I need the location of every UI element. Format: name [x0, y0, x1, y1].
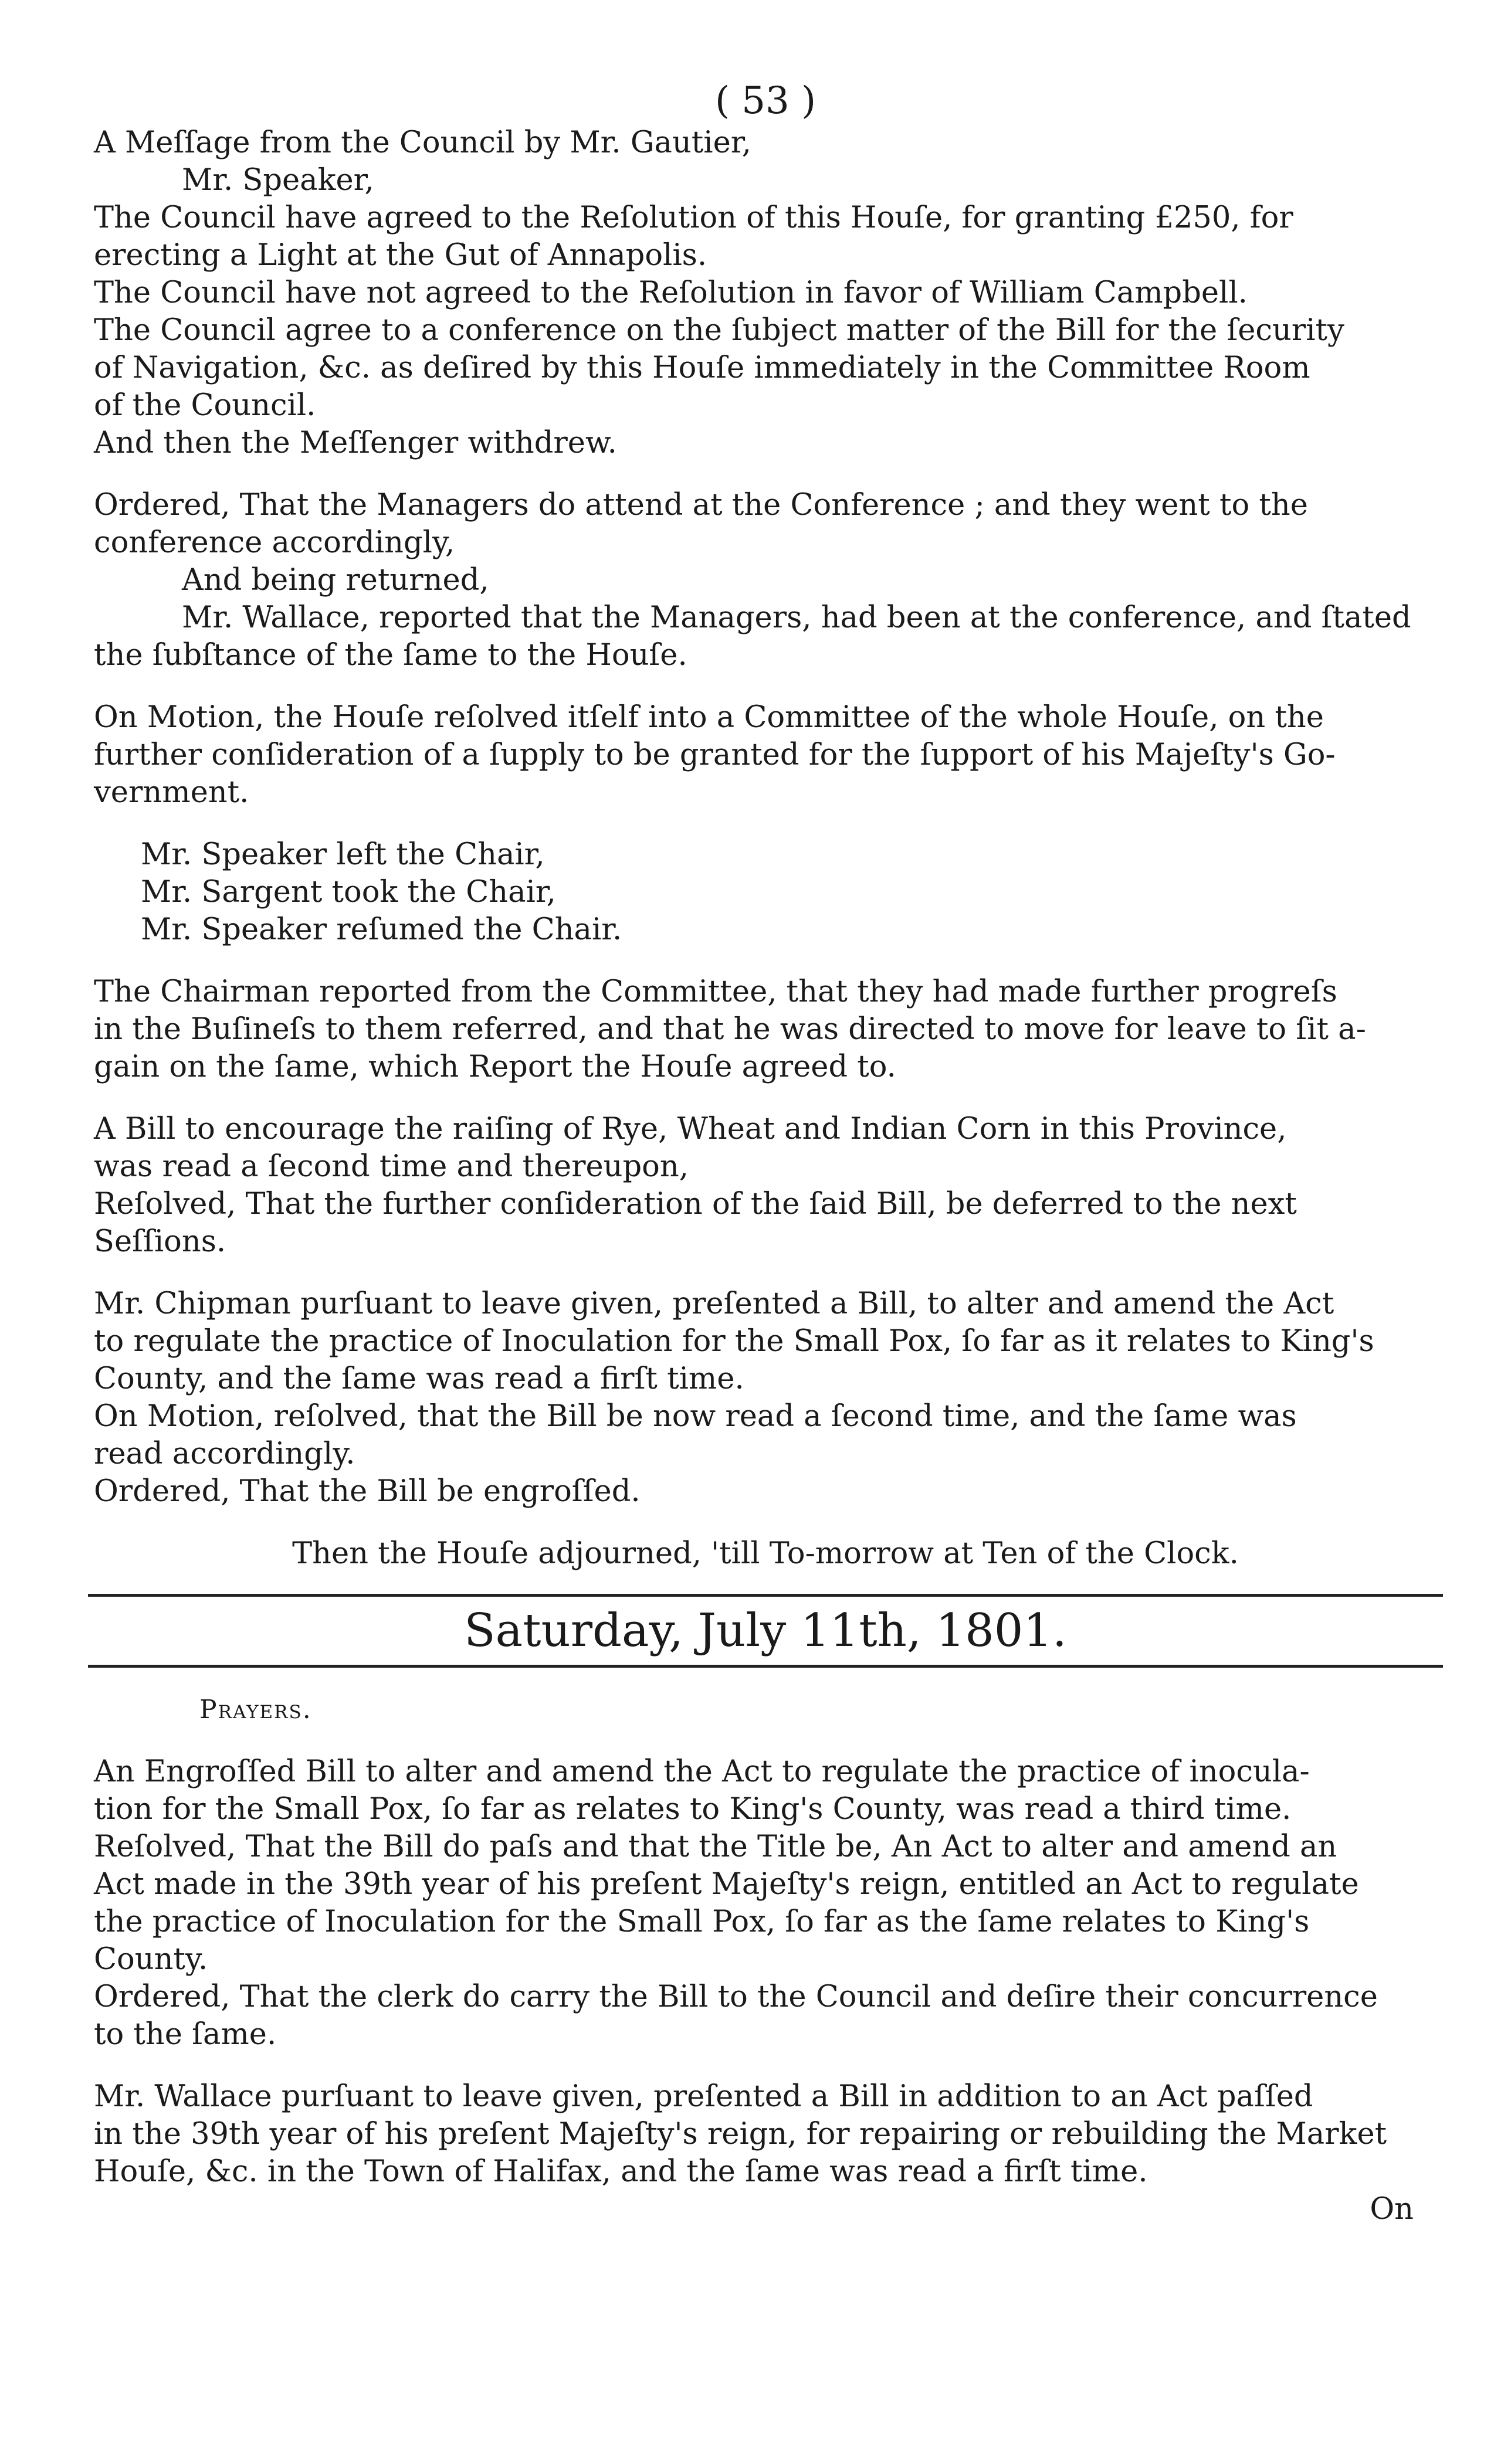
text-line: The Council have not agreed to the Reſolution in favor of William Campbell. — [94, 276, 1248, 310]
text-line: And being returned, — [182, 563, 489, 598]
inoculation-bill-paragraph — [94, 1285, 1437, 1511]
document-page — [94, 79, 1437, 2228]
text-line: vernment. — [94, 775, 249, 810]
text-line: the practice of Inoculation for the Small Pox, ſo far as the ſame relates to King's — [94, 1905, 1310, 1939]
engrossed-bill-paragraph — [94, 1753, 1437, 2054]
text-line: County. — [94, 1942, 208, 1977]
text-line: in the Buſineſs to them referred, and that he was directed to move for leave to ſit a- — [94, 1012, 1366, 1047]
text-line: was read a ſecond time and thereupon, — [94, 1149, 689, 1184]
conference-paragraph — [94, 487, 1437, 674]
text-line: Reſolved, That the further conſideration of the ſaid Bill, be deferred to the next — [94, 1187, 1297, 1221]
text-line: The Council have agreed to the Reſolution of this Houſe, for granting £250, for — [94, 201, 1293, 235]
text-line: tion for the Small Pox, ſo far as relates to King's County, was read a third time. — [94, 1792, 1292, 1827]
text-line: Reſolved, That the Bill do paſs and that the Title be, An Act to alter and amend an — [94, 1830, 1337, 1864]
market-house-bill-paragraph — [94, 2078, 1437, 2191]
text-line: And then the Meſſenger withdrew. — [94, 426, 617, 460]
text-line: gain on the ſame, which Report the Houſe agreed to. — [94, 1050, 896, 1084]
text-line: A Meſſage from the Council by Mr. Gautier, — [94, 125, 751, 160]
text-line: The Council agree to a conference on the ſubject matter of the Bill for the ſecurity — [94, 313, 1344, 348]
text-line: An Engroſſed Bill to alter and amend the Act to regulate the practice of inocula- — [94, 1754, 1310, 1789]
text-line: A Bill to encourage the raiſing of Rye, Wheat and Indian Corn in this Province, — [94, 1112, 1287, 1146]
text-line: Act made in the 39th year of his preſent Majeſty's reign, entitled an Act to regulate — [94, 1867, 1359, 1902]
catchword: On — [1370, 2192, 1414, 2227]
chairman-report-paragraph — [94, 973, 1437, 1086]
text-line: Mr. Wallace, reported that the Managers, had been at the conference, and ſtated — [182, 600, 1411, 635]
divider-rule — [88, 1665, 1443, 1668]
text-line: read accordingly. — [94, 1437, 355, 1471]
date-heading: Saturday, July 11th, 1801. — [464, 1604, 1067, 1657]
adjournment-line: Then the Houſe adjourned, 'till To-morrow at Ten of the Clock. — [292, 1536, 1239, 1571]
text-line: of the Council. — [94, 388, 316, 423]
text-line: the ſubſtance of the ſame to the Houſe. — [94, 638, 687, 673]
page-number: ( 53 ) — [714, 79, 817, 123]
supply-motion-paragraph — [94, 699, 1437, 812]
text-line: Mr. Sargent took the Chair, — [141, 875, 556, 909]
text-line: Mr. Speaker reſumed the Chair. — [141, 912, 622, 947]
text-line: Mr. Chipman purſuant to leave given, preſented a Bill, to alter and amend the Act — [94, 1287, 1334, 1321]
text-line: in the 39th year of his preſent Majeſty's reign, for repairing or rebuilding the Market — [94, 2117, 1387, 2151]
text-line: Seſſions. — [94, 1224, 226, 1259]
text-line: to regulate the practice of Inoculation for the Small Pox, ſo far as it relates to King's — [94, 1324, 1374, 1359]
text-line: Ordered, That the Managers do attend at the Conference ; and they went to the — [94, 488, 1308, 522]
text-line: Mr. Speaker, — [182, 163, 374, 198]
text-line: County, and the ſame was read a firſt time. — [94, 1362, 744, 1396]
text-line: to the ſame. — [94, 2017, 277, 2052]
text-line: erecting a Light at the Gut of Annapolis. — [94, 238, 707, 273]
text-line: conference accordingly, — [94, 525, 455, 560]
text-line: The Chairman reported from the Committee, that they had made further progreſs — [94, 975, 1337, 1009]
chair-proceedings — [94, 836, 1437, 949]
text-line: Mr. Speaker left the Chair, — [141, 837, 545, 872]
text-line: Houſe, &c. in the Town of Halifax, and the ſame was read a firſt time. — [94, 2154, 1148, 2189]
prayers-label: Prayers. — [199, 1695, 312, 1725]
text-line: Ordered, That the Bill be engroſſed. — [94, 1474, 641, 1509]
text-line: On Motion, reſolved, that the Bill be now read a ſecond time, and the ſame was — [94, 1399, 1297, 1434]
text-line: On Motion, the Houſe reſolved itſelf into a Committee of the whole Houſe, on the — [94, 700, 1324, 735]
text-line: of Navigation, &c. as deſired by this Houſe immediately in the Committee Room — [94, 351, 1310, 385]
text-line: Ordered, That the clerk do carry the Bill to the Council and deſire their concurrence — [94, 1980, 1378, 2014]
text-line: Mr. Wallace purſuant to leave given, preſented a Bill in addition to an Act paſſed — [94, 2079, 1313, 2114]
grain-bill-paragraph — [94, 1111, 1437, 1261]
text-line: further conſideration of a ſupply to be granted for the ſupport of his Majeſty's Go- — [94, 738, 1336, 772]
council-message — [94, 124, 1437, 462]
